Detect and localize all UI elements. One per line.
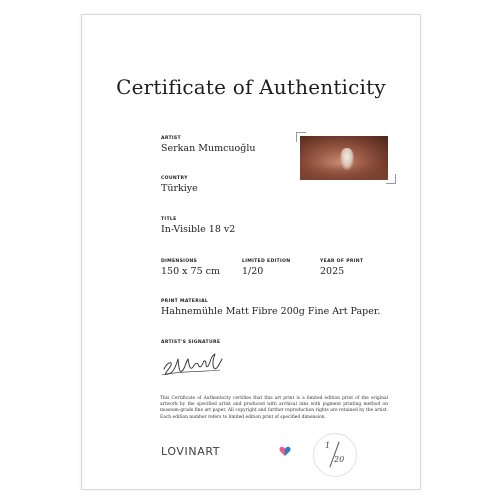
dimensions-value: 150 x 75 cm [161,266,220,277]
year-value: 2025 [320,266,345,277]
dimensions-label: DIMENSIONS [161,259,198,264]
artist-name: Serkan Mumcuoğlu [161,143,256,154]
edition-label: LIMITED EDITION [242,259,291,264]
signature-label: ARTIST'S SIGNATURE [161,340,221,345]
certificate-notice: This Certificate of Authenticity certifies that this art print is a limited edition print of the original artwork by the specified artist and produced with archival inks with pigment printing method on museum-grade fine art paper. All copyright and further reproduction rights are retained by the artist. Each edition number refers to limited edition print of specified dimension. [160,396,388,420]
certificate-sheet [81,14,421,490]
artist-signature-image [160,347,226,381]
artwork-title: In-Visible 18 v2 [161,224,236,235]
brand-logo: LOVINART [161,445,221,458]
material-value: Hahnemühle Matt Fibre 200g Fine Art Paper. [161,306,381,317]
title-label: TITLE [161,217,177,222]
seal-edition-number: 1 [325,441,331,450]
country-label: COUNTRY [161,176,188,181]
heart-icon [279,446,291,457]
artist-label: ARTIST [161,136,181,141]
year-label: YEAR OF PRINT [320,259,364,264]
certificate-title: Certificate of Authenticity [116,75,386,99]
artwork-thumbnail [296,132,396,184]
frame-corner-bottom-right [386,174,396,184]
country-value: Türkiye [161,183,198,194]
material-label: PRINT MATERIAL [161,299,209,304]
seal-edition-total: 20 [334,455,345,464]
artwork-image [300,136,388,180]
edition-seal [313,433,357,477]
edition-value: 1/20 [242,266,264,277]
